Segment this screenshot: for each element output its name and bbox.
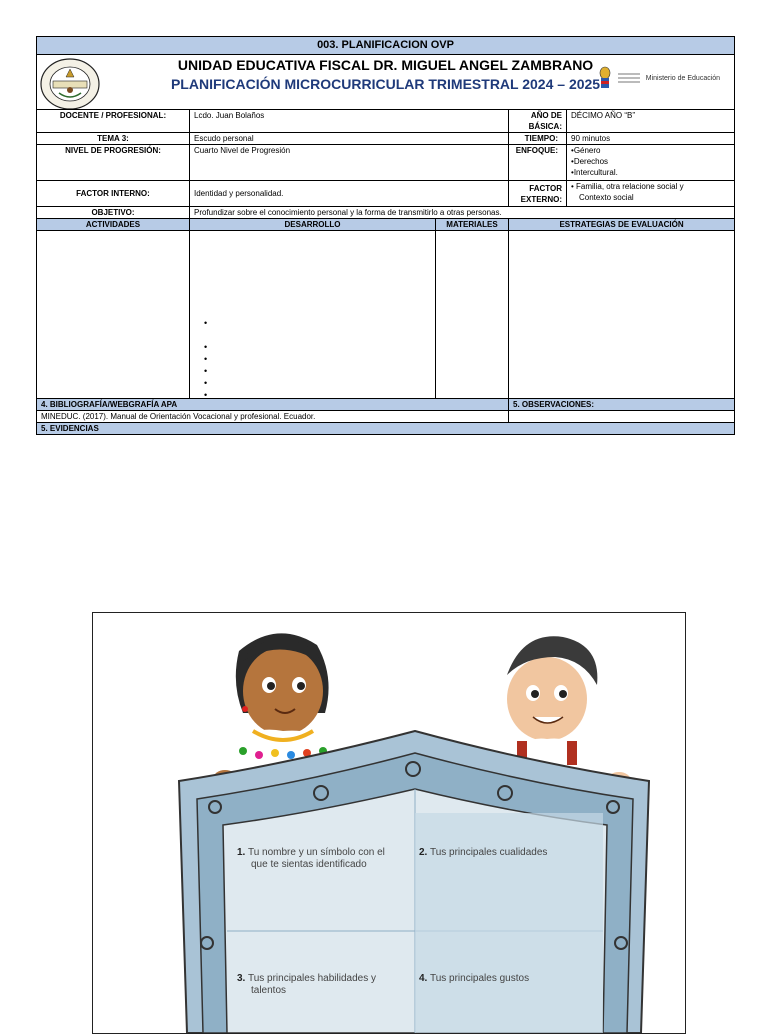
bullet-icon: • — [204, 342, 208, 352]
tiempo-value: 90 minutos — [567, 133, 735, 145]
bullet-icon: • — [204, 318, 208, 328]
factor-externo-list — [567, 181, 735, 207]
bullet-icon: • — [204, 354, 208, 364]
factor-interno-value: Identidad y personalidad. — [190, 181, 509, 207]
objetivo-value: Profundizar sobre el conocimiento personal y la forma de transmitirlo a otras personas. — [190, 207, 735, 219]
shield-question-4: 4. Tus principales gustos — [419, 973, 530, 984]
docente-label: DOCENTE / PROFESIONAL: — [37, 110, 190, 133]
planning-sheet — [36, 36, 734, 435]
factor-interno-label: FACTOR INTERNO: — [37, 181, 190, 207]
anio-value: DÉCIMO AÑO “B” — [567, 110, 735, 133]
bullet-icon — [204, 329, 207, 341]
nivel-label: NIVEL DE PROGRESIÓN: — [37, 145, 190, 181]
estrategias-cell — [509, 231, 735, 399]
bullet-icon: • — [204, 378, 208, 388]
tema-value: Escudo personal — [190, 133, 509, 145]
shield-question-1: 1. Tu nombre y un símbolo con el que te sientas identificado — [237, 847, 385, 870]
desarrollo-cell — [190, 231, 436, 399]
col-desarrollo: DESARROLLO — [190, 219, 436, 231]
col-estrategias: ESTRATEGIAS DE EVALUACIÓN — [509, 219, 735, 231]
plan-title: PLANIFICACIÓN MICROCURRICULAR TRIMESTRAL 2024 – 2025 — [170, 76, 601, 92]
ministry-name: Ministerio de Educación — [645, 74, 721, 82]
enfoque-item: • Intercultural. — [571, 167, 730, 178]
enfoque-item: • Género — [571, 145, 730, 156]
actividades-cell — [37, 231, 190, 399]
col-actividades: ACTIVIDADES — [37, 219, 190, 231]
objetivo-label: OBJETIVO: — [37, 207, 190, 219]
desarrollo-bullets — [204, 317, 207, 401]
document-code-title: 003. PLANIFICACION OVP — [37, 37, 735, 55]
bullet-icon: • — [204, 366, 208, 376]
tiempo-label: TIEMPO: — [509, 133, 567, 145]
bullet-icon: • — [204, 390, 208, 400]
col-materiales: MATERIALES — [436, 219, 509, 231]
enfoque-label: ENFOQUE: — [509, 145, 567, 181]
ministry-emblem — [618, 67, 640, 89]
factor-externo-label: FACTOR EXTERNO: — [509, 181, 567, 207]
shield-question-3: 3. Tus principales habilidades y talentos — [237, 973, 376, 996]
enfoque-list — [567, 145, 735, 181]
evidencias-label: 5. EVIDENCIAS — [37, 423, 735, 435]
school-name: UNIDAD EDUCATIVA FISCAL DR. MIGUEL ANGEL ZAMBRANO — [177, 57, 594, 73]
ministry-logo — [598, 65, 720, 91]
materiales-cell — [436, 231, 509, 399]
observaciones-label: 5. OBSERVACIONES: — [509, 399, 735, 411]
anio-label: AÑO DE BÁSICA: — [509, 110, 567, 133]
biblio-label: 4. BIBLIOGRAFÍA/WEBGRAFÍA APA — [37, 399, 509, 411]
school-header — [37, 55, 735, 110]
factor-externo-item: Contexto social — [579, 193, 634, 202]
observaciones-value — [509, 411, 735, 423]
planning-table — [36, 36, 735, 435]
factor-externo-item: • Familia, otra relacione social y — [571, 182, 684, 191]
tema-label: TEMA 3: — [37, 133, 190, 145]
personal-shield-illustration — [92, 612, 686, 1034]
enfoque-item: • Derechos — [571, 156, 730, 167]
nivel-value: Cuarto Nivel de Progresión — [190, 145, 509, 181]
shield-question-2: 2. Tus principales cualidades — [419, 847, 548, 858]
shield-drawing-icon — [93, 613, 685, 1033]
ecuador-coat-of-arms-icon — [598, 65, 612, 91]
docente-value: Lcdo. Juan Bolaños — [190, 110, 509, 133]
biblio-value: MINEDUC. (2017). Manual de Orientación Vocacional y profesional. Ecuador. — [37, 411, 509, 423]
